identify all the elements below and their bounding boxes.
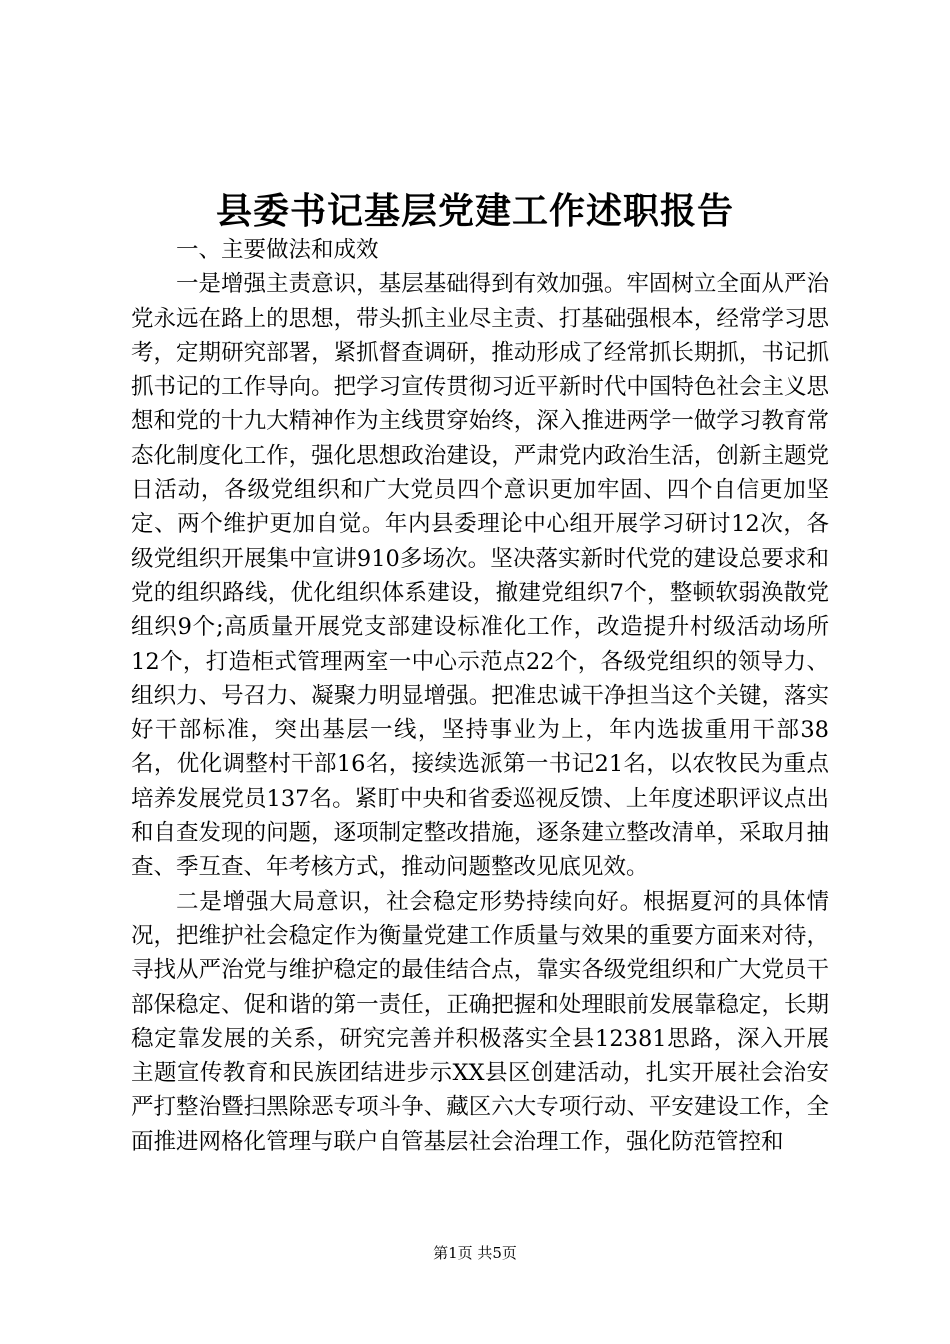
paragraph: 二是增强大局意识，社会稳定形势持续向好。根据夏河的具体情况，把维护社会稳定作为衡量党建工作质量与效果的重要方面来对待，寻找从严治党与维护稳定的最佳结合点，靠实各级党组织和广大党员干部保稳定、促和谐的第一责任，正确把握和处理眼前发展靠稳定，长期稳定靠发展的关系，研究完善并积极落实全县12381思路，深入开展主题宣传教育和民族团结进步示XX县区创建活动，扎实开展社会治安严打整治暨扫黑除恶专项斗争、藏区六大专项行动、平安建设工作，全面推进网格化管理与联户自管基层社会治理工作，强化防范管控和 [131, 888, 829, 1155]
document-title: 县委书记基层党建工作述职报告 [215, 190, 734, 232]
section-heading: 一、主要做法和成效 [176, 237, 379, 263]
paragraph: 一是增强主责意识，基层基础得到有效加强。牢固树立全面从严治党永远在路上的思想，带头抓主业尽主责、打基础强根本，经常学习思考，定期研究部署，紧抓督查调研，推动形成了经常抓长期抓，书记抓抓书记的工作导向。把学习宣传贯彻习近平新时代中国特色社会主义思想和党的十九大精神作为主线贯穿始终，深入推进两学一做学习教育常态化制度化工作，强化思想政治建设，严肃党内政治生活，创新主题党日活动，各级党组织和广大党员四个意识更加牢固、四个自信更加坚定、两个维护更加自觉。年内县委理论中心组开展学习研讨12次，各级党组织开展集中宣讲910多场次。坚决落实新时代党的建设总要求和党的组织路线，优化组织体系建设，撤建党组织7个，整顿软弱涣散党组织9个;高质量开展党支部建设标准化工作，改造提升村级活动场所12个，打造柜式管理两室一中心示范点22个，各级党组织的领导力、组织力、号召力、凝聚力明显增强。把准忠诚干净担当这个关键，落实好干部标准，突出基层一线，坚持事业为上，年内选拔重用干部38名，优化调整村干部16名，接续选派第一书记21名，以农牧民为重点培养发展党员137名。紧盯中央和省委巡视反馈、上年度述职评议点出和自查发现的问题，逐项制定整改措施，逐条建立整改清单，采取月抽查、季互查、年考核方式，推动问题整改见底见效。 [131, 271, 829, 881]
document-body [131, 233, 829, 1159]
page-number: 第1页 共5页 [433, 1244, 517, 1262]
